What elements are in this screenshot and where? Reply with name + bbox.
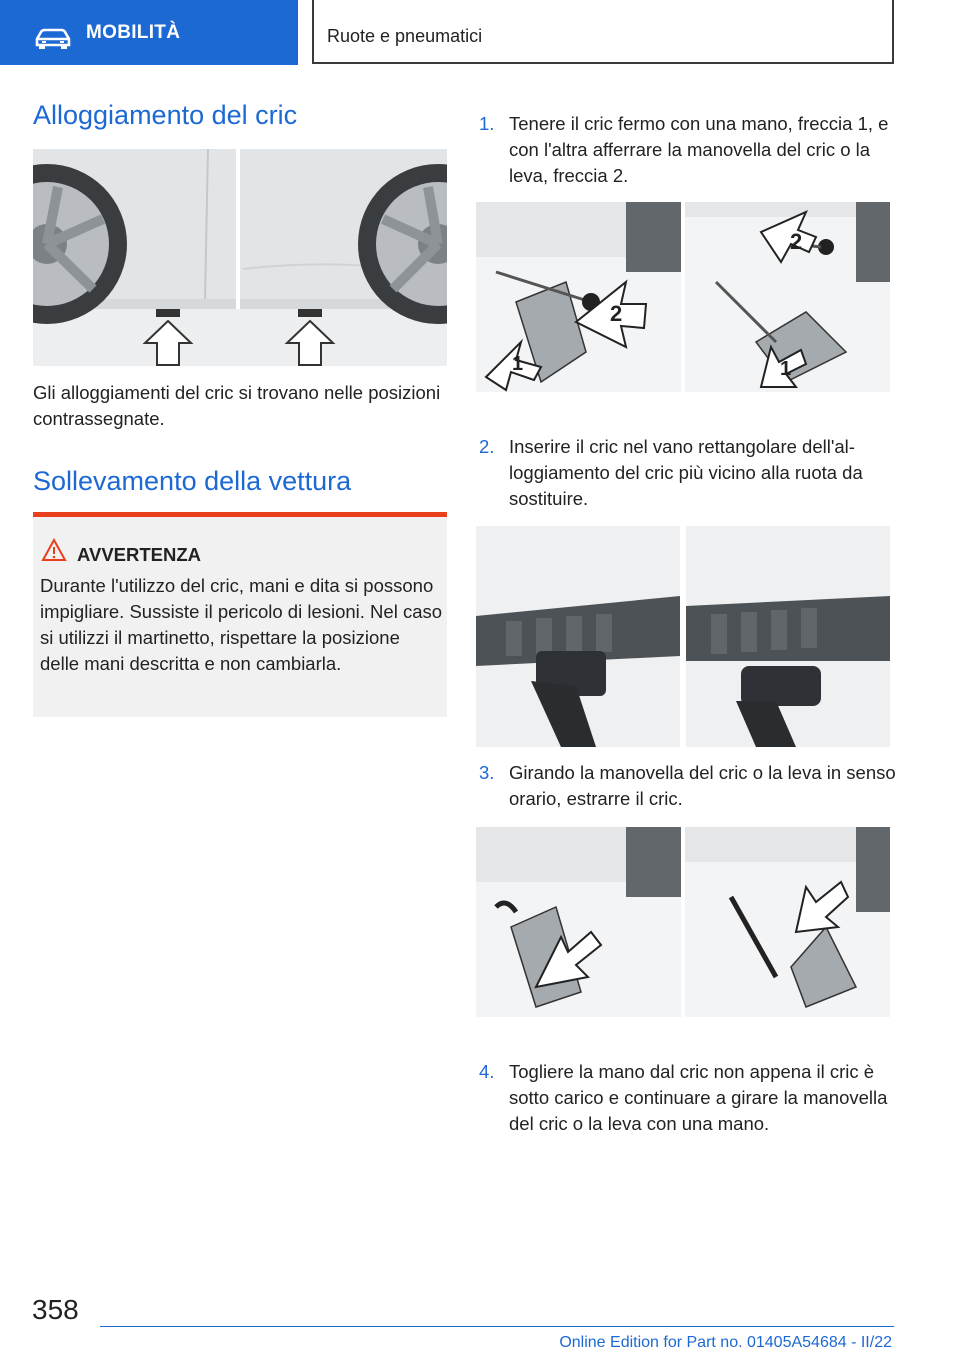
chapter-header xyxy=(312,0,894,64)
arrow-label-1: 1 xyxy=(780,358,792,380)
warning-box xyxy=(33,517,447,717)
section-title: MOBILITÀ xyxy=(86,22,181,43)
warning-text: Durante l'utilizzo del cric, mani e dita si possono impigliare. Sussiste il pericolo di lesioni. Nel caso si utilizzi il martinetto, rispettare la posizione delle mani descritta e non cambiarla. xyxy=(40,575,443,674)
warning-triangle-icon xyxy=(41,538,67,562)
arrow-label-2: 2 xyxy=(790,229,803,254)
arrow-label-2: 2 xyxy=(610,301,623,326)
step-number: 2. xyxy=(479,436,495,457)
warning-title: AVVERTENZA xyxy=(77,544,202,565)
step-number: 1. xyxy=(479,113,495,134)
jack-crank-image xyxy=(476,827,890,1017)
chapter-title: Ruote e pneumatici xyxy=(327,26,483,46)
step-text: Togliere la mano dal cric non appena il cric è sotto carico e continuare a girare la manovella del cric o la leva con una mano. xyxy=(509,1061,888,1134)
step-text: Inserire il cric nel vano rettangolare dell'alloggiamento del cric più vicino alla ruota da sostituire. xyxy=(509,436,863,509)
heading-lifting: Sollevamento della vettura xyxy=(33,466,352,496)
step-text: Girando la manovella del cric o la leva in senso orario, estrarre il cric. xyxy=(509,762,896,809)
jack-hold-image xyxy=(476,202,890,392)
footer-edition: Online Edition for Part no. 01405A54684 - II/22 xyxy=(559,1334,892,1351)
page-number: 358 xyxy=(32,1294,79,1325)
car-icon xyxy=(34,27,72,49)
jack-insert-image xyxy=(476,526,890,747)
section-tab xyxy=(0,0,298,65)
step-number: 3. xyxy=(479,762,495,783)
step-number: 4. xyxy=(479,1061,495,1082)
heading-jack-points: Alloggiamento del cric xyxy=(33,100,298,130)
step-text: Tenere il cric fermo con una mano, freccia 1, e con l'altra afferrare la manovella del cric o la leva, freccia 2. xyxy=(509,113,889,186)
footer-divider xyxy=(100,1326,894,1327)
arrow-label-1: 1 xyxy=(512,353,524,375)
car-side-jack-points-image xyxy=(33,149,447,366)
caption-jack-points: Gli alloggiamenti del cric si trovano nelle posizioni contrassegnate. xyxy=(33,382,441,429)
